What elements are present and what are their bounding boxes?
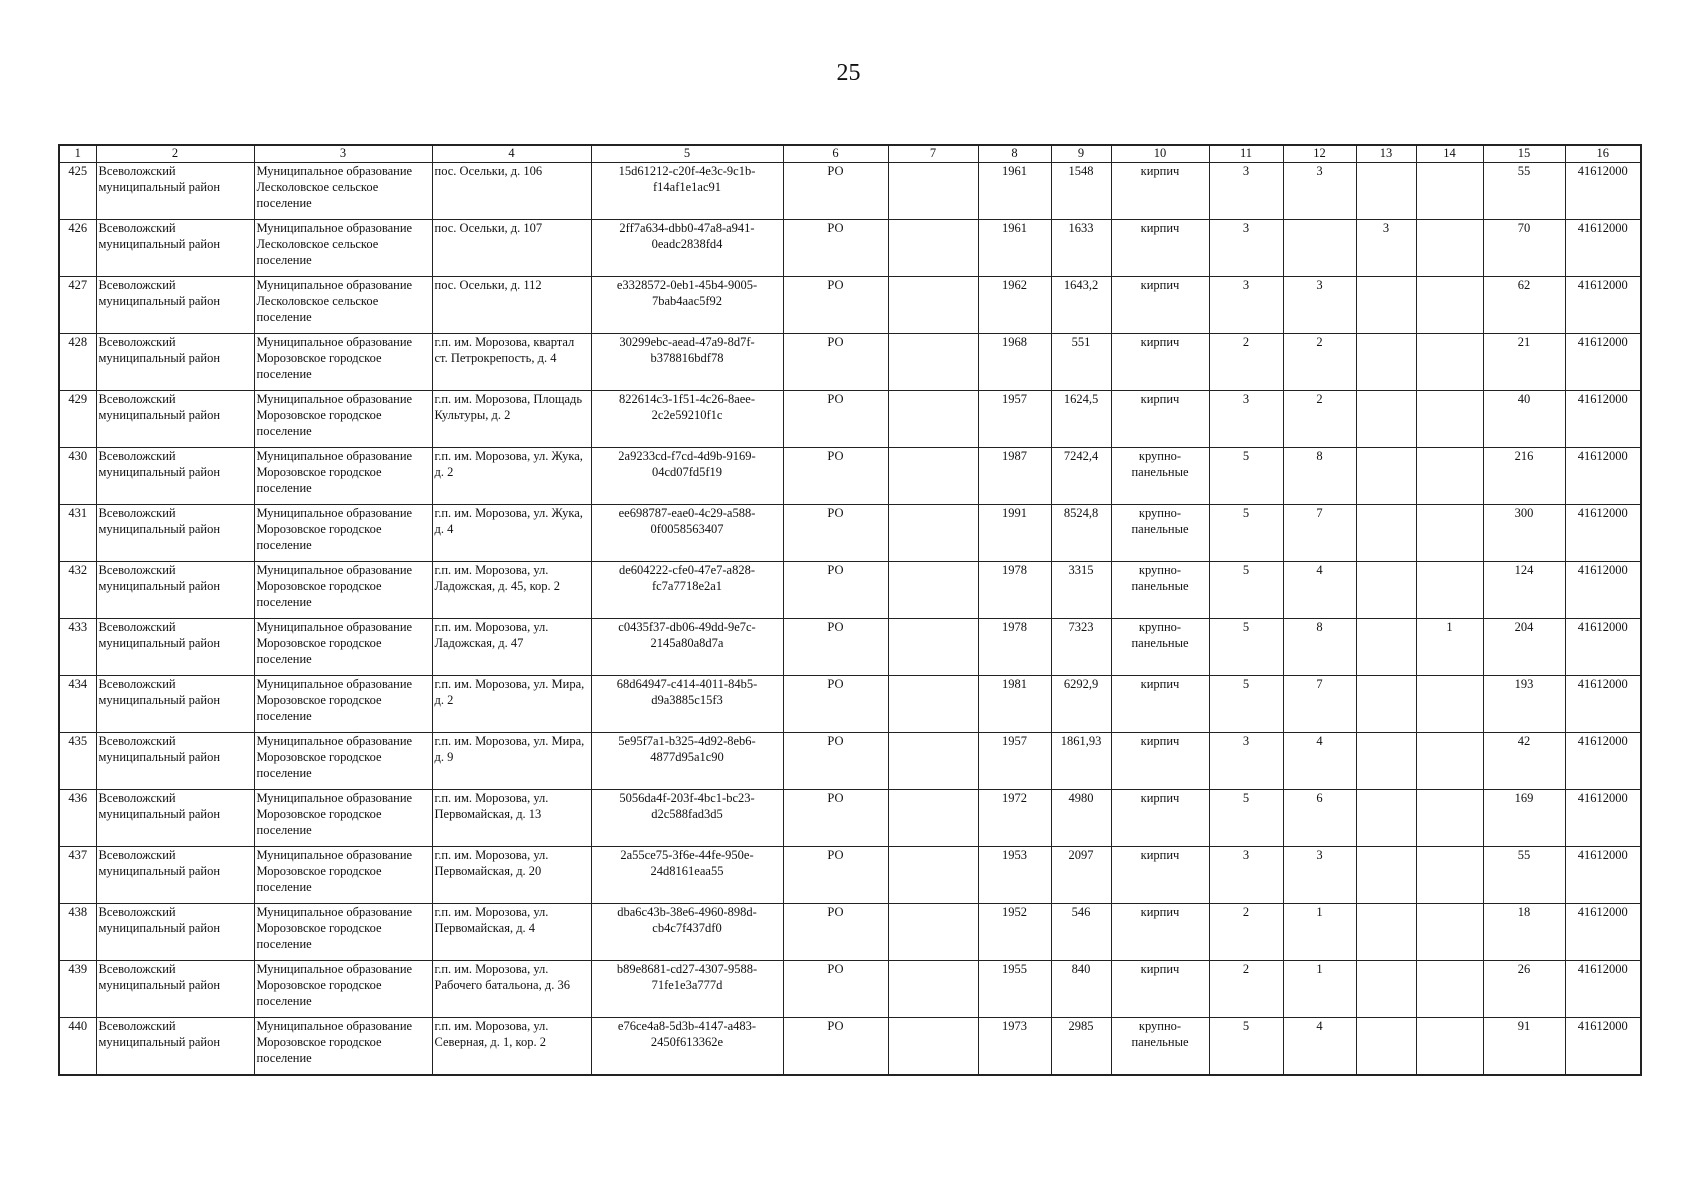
cell-col-11: 3 xyxy=(1209,220,1283,277)
cell-col-1: 431 xyxy=(59,505,96,562)
cell-col-6: РО xyxy=(783,847,888,904)
cell-col-6: РО xyxy=(783,619,888,676)
cell-col-11: 5 xyxy=(1209,1018,1283,1076)
cell-col-16: 41612000 xyxy=(1565,562,1641,619)
cell-col-9: 1624,5 xyxy=(1051,391,1111,448)
cell-col-3: Муниципальное образование Морозовское городское поселение xyxy=(254,391,432,448)
cell-col-9: 1548 xyxy=(1051,163,1111,220)
cell-col-7 xyxy=(888,277,978,334)
cell-col-11: 3 xyxy=(1209,163,1283,220)
cell-col-13 xyxy=(1356,277,1416,334)
page-number: 25 xyxy=(836,60,861,86)
cell-col-6: РО xyxy=(783,163,888,220)
cell-col-14 xyxy=(1416,733,1483,790)
cell-col-5: 2a9233cd-f7cd-4d9b-9169-04cd07fd5f19 xyxy=(591,448,783,505)
cell-col-5: ee698787-eae0-4c29-a588-0f0058563407 xyxy=(591,505,783,562)
cell-col-2: Всеволожский муниципальный район xyxy=(96,220,254,277)
cell-col-2: Всеволожский муниципальный район xyxy=(96,1018,254,1076)
cell-col-7 xyxy=(888,619,978,676)
cell-col-2: Всеволожский муниципальный район xyxy=(96,562,254,619)
cell-col-8: 1952 xyxy=(978,904,1051,961)
cell-col-12: 3 xyxy=(1283,277,1356,334)
column-header-11: 11 xyxy=(1209,145,1283,163)
cell-col-11: 3 xyxy=(1209,733,1283,790)
cell-col-2: Всеволожский муниципальный район xyxy=(96,790,254,847)
header-row xyxy=(59,145,1641,163)
cell-col-12: 8 xyxy=(1283,619,1356,676)
cell-col-9: 546 xyxy=(1051,904,1111,961)
cell-col-11: 3 xyxy=(1209,277,1283,334)
cell-col-10: кирпич xyxy=(1111,961,1209,1018)
table-row xyxy=(59,790,1641,847)
table-row xyxy=(59,505,1641,562)
cell-col-9: 1633 xyxy=(1051,220,1111,277)
cell-col-14 xyxy=(1416,676,1483,733)
cell-col-15: 193 xyxy=(1483,676,1565,733)
cell-col-13 xyxy=(1356,505,1416,562)
cell-col-8: 1957 xyxy=(978,391,1051,448)
cell-col-10: кирпич xyxy=(1111,847,1209,904)
cell-col-4: г.п. им. Морозова, ул. Ладожская, д. 45, кор. 2 xyxy=(432,562,591,619)
cell-col-3: Муниципальное образование Морозовское городское поселение xyxy=(254,904,432,961)
cell-col-8: 1961 xyxy=(978,220,1051,277)
cell-col-1: 439 xyxy=(59,961,96,1018)
cell-col-2: Всеволожский муниципальный район xyxy=(96,619,254,676)
cell-col-1: 432 xyxy=(59,562,96,619)
cell-col-5: 2ff7a634-dbb0-47a8-a941-0eadc2838fd4 xyxy=(591,220,783,277)
cell-col-3: Муниципальное образование Лесколовское сельское поселение xyxy=(254,163,432,220)
cell-col-10: кирпич xyxy=(1111,220,1209,277)
cell-col-9: 6292,9 xyxy=(1051,676,1111,733)
cell-col-10: кирпич xyxy=(1111,733,1209,790)
table-row xyxy=(59,619,1641,676)
cell-col-7 xyxy=(888,220,978,277)
cell-col-2: Всеволожский муниципальный район xyxy=(96,277,254,334)
cell-col-11: 3 xyxy=(1209,391,1283,448)
table-row xyxy=(59,391,1641,448)
column-header-9: 9 xyxy=(1051,145,1111,163)
cell-col-8: 1953 xyxy=(978,847,1051,904)
table-row xyxy=(59,448,1641,505)
cell-col-5: 30299ebc-aead-47a9-8d7f-b378816bdf78 xyxy=(591,334,783,391)
cell-col-9: 2985 xyxy=(1051,1018,1111,1076)
cell-col-10: кирпич xyxy=(1111,334,1209,391)
cell-col-11: 3 xyxy=(1209,847,1283,904)
cell-col-14 xyxy=(1416,505,1483,562)
cell-col-10: крупно-панельные xyxy=(1111,448,1209,505)
table-row xyxy=(59,961,1641,1018)
cell-col-14 xyxy=(1416,562,1483,619)
cell-col-1: 427 xyxy=(59,277,96,334)
cell-col-14 xyxy=(1416,448,1483,505)
cell-col-12: 2 xyxy=(1283,334,1356,391)
cell-col-6: РО xyxy=(783,277,888,334)
cell-col-10: кирпич xyxy=(1111,676,1209,733)
cell-col-2: Всеволожский муниципальный район xyxy=(96,847,254,904)
cell-col-5: 15d61212-c20f-4e3c-9c1b-f14af1e1ac91 xyxy=(591,163,783,220)
cell-col-15: 62 xyxy=(1483,277,1565,334)
cell-col-14 xyxy=(1416,163,1483,220)
cell-col-4: г.п. им. Морозова, квартал ст. Петрокрепость, д. 4 xyxy=(432,334,591,391)
cell-col-13 xyxy=(1356,961,1416,1018)
cell-col-14 xyxy=(1416,277,1483,334)
cell-col-15: 40 xyxy=(1483,391,1565,448)
cell-col-15: 91 xyxy=(1483,1018,1565,1076)
cell-col-4: г.п. им. Морозова, ул. Первомайская, д. 4 xyxy=(432,904,591,961)
cell-col-4: г.п. им. Морозова, ул. Первомайская, д. 13 xyxy=(432,790,591,847)
cell-col-5: e3328572-0eb1-45b4-9005-7bab4aac5f92 xyxy=(591,277,783,334)
cell-col-7 xyxy=(888,904,978,961)
cell-col-16: 41612000 xyxy=(1565,619,1641,676)
cell-col-8: 1987 xyxy=(978,448,1051,505)
cell-col-3: Муниципальное образование Морозовское городское поселение xyxy=(254,619,432,676)
cell-col-7 xyxy=(888,391,978,448)
cell-col-3: Муниципальное образование Морозовское городское поселение xyxy=(254,334,432,391)
cell-col-2: Всеволожский муниципальный район xyxy=(96,505,254,562)
cell-col-4: г.п. им. Морозова, ул. Рабочего батальона, д. 36 xyxy=(432,961,591,1018)
cell-col-4: г.п. им. Морозова, ул. Северная, д. 1, кор. 2 xyxy=(432,1018,591,1076)
cell-col-15: 55 xyxy=(1483,847,1565,904)
cell-col-12: 3 xyxy=(1283,847,1356,904)
cell-col-11: 5 xyxy=(1209,619,1283,676)
cell-col-10: крупно-панельные xyxy=(1111,505,1209,562)
cell-col-7 xyxy=(888,334,978,391)
column-header-14: 14 xyxy=(1416,145,1483,163)
cell-col-8: 1991 xyxy=(978,505,1051,562)
cell-col-11: 5 xyxy=(1209,790,1283,847)
cell-col-16: 41612000 xyxy=(1565,733,1641,790)
cell-col-9: 2097 xyxy=(1051,847,1111,904)
cell-col-12: 7 xyxy=(1283,505,1356,562)
cell-col-7 xyxy=(888,733,978,790)
cell-col-7 xyxy=(888,562,978,619)
cell-col-14 xyxy=(1416,391,1483,448)
table-row xyxy=(59,904,1641,961)
cell-col-15: 300 xyxy=(1483,505,1565,562)
cell-col-5: 822614c3-1f51-4c26-8aee-2c2e59210f1c xyxy=(591,391,783,448)
cell-col-2: Всеволожский муниципальный район xyxy=(96,163,254,220)
cell-col-15: 204 xyxy=(1483,619,1565,676)
cell-col-8: 1973 xyxy=(978,1018,1051,1076)
cell-col-16: 41612000 xyxy=(1565,391,1641,448)
cell-col-4: г.п. им. Морозова, ул. Ладожская, д. 47 xyxy=(432,619,591,676)
cell-col-6: РО xyxy=(783,733,888,790)
cell-col-1: 425 xyxy=(59,163,96,220)
table-body xyxy=(59,163,1641,1076)
cell-col-8: 1968 xyxy=(978,334,1051,391)
cell-col-4: пос. Осельки, д. 112 xyxy=(432,277,591,334)
cell-col-2: Всеволожский муниципальный район xyxy=(96,334,254,391)
cell-col-14 xyxy=(1416,220,1483,277)
cell-col-3: Муниципальное образование Лесколовское сельское поселение xyxy=(254,277,432,334)
cell-col-6: РО xyxy=(783,220,888,277)
cell-col-15: 169 xyxy=(1483,790,1565,847)
cell-col-4: пос. Осельки, д. 106 xyxy=(432,163,591,220)
cell-col-12: 8 xyxy=(1283,448,1356,505)
cell-col-9: 7323 xyxy=(1051,619,1111,676)
cell-col-16: 41612000 xyxy=(1565,448,1641,505)
cell-col-16: 41612000 xyxy=(1565,847,1641,904)
table-row xyxy=(59,562,1641,619)
table-header xyxy=(59,145,1641,163)
cell-col-13 xyxy=(1356,391,1416,448)
cell-col-16: 41612000 xyxy=(1565,1018,1641,1076)
cell-col-10: кирпич xyxy=(1111,790,1209,847)
cell-col-12: 1 xyxy=(1283,961,1356,1018)
cell-col-13 xyxy=(1356,163,1416,220)
table-row xyxy=(59,334,1641,391)
cell-col-9: 1643,2 xyxy=(1051,277,1111,334)
cell-col-10: кирпич xyxy=(1111,163,1209,220)
cell-col-15: 70 xyxy=(1483,220,1565,277)
cell-col-6: РО xyxy=(783,676,888,733)
table-row xyxy=(59,676,1641,733)
cell-col-13: 3 xyxy=(1356,220,1416,277)
cell-col-12: 4 xyxy=(1283,733,1356,790)
column-header-8: 8 xyxy=(978,145,1051,163)
cell-col-9: 840 xyxy=(1051,961,1111,1018)
cell-col-13 xyxy=(1356,562,1416,619)
cell-col-11: 2 xyxy=(1209,961,1283,1018)
table-row xyxy=(59,847,1641,904)
cell-col-6: РО xyxy=(783,334,888,391)
cell-col-13 xyxy=(1356,334,1416,391)
column-header-6: 6 xyxy=(783,145,888,163)
cell-col-11: 5 xyxy=(1209,676,1283,733)
cell-col-15: 18 xyxy=(1483,904,1565,961)
cell-col-13 xyxy=(1356,619,1416,676)
cell-col-7 xyxy=(888,163,978,220)
column-header-16: 16 xyxy=(1565,145,1641,163)
cell-col-9: 1861,93 xyxy=(1051,733,1111,790)
cell-col-7 xyxy=(888,790,978,847)
cell-col-5: e76ce4a8-5d3b-4147-a483-2450f613362e xyxy=(591,1018,783,1076)
cell-col-5: 5e95f7a1-b325-4d92-8eb6-4877d95a1c90 xyxy=(591,733,783,790)
cell-col-12: 3 xyxy=(1283,163,1356,220)
cell-col-1: 436 xyxy=(59,790,96,847)
cell-col-15: 42 xyxy=(1483,733,1565,790)
cell-col-1: 430 xyxy=(59,448,96,505)
cell-col-6: РО xyxy=(783,1018,888,1076)
cell-col-16: 41612000 xyxy=(1565,790,1641,847)
cell-col-2: Всеволожский муниципальный район xyxy=(96,733,254,790)
cell-col-1: 426 xyxy=(59,220,96,277)
cell-col-3: Муниципальное образование Морозовское городское поселение xyxy=(254,562,432,619)
cell-col-4: г.п. им. Морозова, ул. Жука, д. 4 xyxy=(432,505,591,562)
cell-col-16: 41612000 xyxy=(1565,961,1641,1018)
cell-col-8: 1978 xyxy=(978,562,1051,619)
cell-col-10: крупно-панельные xyxy=(1111,619,1209,676)
cell-col-1: 437 xyxy=(59,847,96,904)
cell-col-16: 41612000 xyxy=(1565,904,1641,961)
cell-col-10: кирпич xyxy=(1111,391,1209,448)
cell-col-4: пос. Осельки, д. 107 xyxy=(432,220,591,277)
cell-col-3: Муниципальное образование Морозовское городское поселение xyxy=(254,1018,432,1076)
cell-col-3: Муниципальное образование Морозовское городское поселение xyxy=(254,505,432,562)
column-header-15: 15 xyxy=(1483,145,1565,163)
cell-col-14 xyxy=(1416,847,1483,904)
cell-col-4: г.п. им. Морозова, ул. Мира, д. 2 xyxy=(432,676,591,733)
cell-col-12 xyxy=(1283,220,1356,277)
table-row xyxy=(59,1018,1641,1076)
cell-col-12: 4 xyxy=(1283,562,1356,619)
column-header-4: 4 xyxy=(432,145,591,163)
cell-col-1: 433 xyxy=(59,619,96,676)
cell-col-16: 41612000 xyxy=(1565,163,1641,220)
table-row xyxy=(59,163,1641,220)
column-header-2: 2 xyxy=(96,145,254,163)
cell-col-4: г.п. им. Морозова, Площадь Культуры, д. 2 xyxy=(432,391,591,448)
cell-col-7 xyxy=(888,961,978,1018)
cell-col-3: Муниципальное образование Морозовское городское поселение xyxy=(254,961,432,1018)
cell-col-12: 4 xyxy=(1283,1018,1356,1076)
cell-col-2: Всеволожский муниципальный район xyxy=(96,961,254,1018)
cell-col-16: 41612000 xyxy=(1565,676,1641,733)
cell-col-14 xyxy=(1416,790,1483,847)
cell-col-3: Муниципальное образование Морозовское городское поселение xyxy=(254,847,432,904)
cell-col-14 xyxy=(1416,1018,1483,1076)
cell-col-13 xyxy=(1356,847,1416,904)
cell-col-2: Всеволожский муниципальный район xyxy=(96,391,254,448)
column-header-10: 10 xyxy=(1111,145,1209,163)
cell-col-6: РО xyxy=(783,961,888,1018)
cell-col-2: Всеволожский муниципальный район xyxy=(96,676,254,733)
cell-col-3: Муниципальное образование Лесколовское сельское поселение xyxy=(254,220,432,277)
cell-col-13 xyxy=(1356,790,1416,847)
cell-col-16: 41612000 xyxy=(1565,334,1641,391)
cell-col-3: Муниципальное образование Морозовское городское поселение xyxy=(254,448,432,505)
cell-col-15: 55 xyxy=(1483,163,1565,220)
cell-col-14 xyxy=(1416,961,1483,1018)
cell-col-8: 1978 xyxy=(978,619,1051,676)
cell-col-12: 1 xyxy=(1283,904,1356,961)
cell-col-12: 6 xyxy=(1283,790,1356,847)
cell-col-14: 1 xyxy=(1416,619,1483,676)
cell-col-1: 434 xyxy=(59,676,96,733)
cell-col-9: 7242,4 xyxy=(1051,448,1111,505)
table-row xyxy=(59,220,1641,277)
cell-col-15: 26 xyxy=(1483,961,1565,1018)
cell-col-1: 438 xyxy=(59,904,96,961)
cell-col-2: Всеволожский муниципальный район xyxy=(96,448,254,505)
cell-col-3: Муниципальное образование Морозовское городское поселение xyxy=(254,676,432,733)
cell-col-10: кирпич xyxy=(1111,277,1209,334)
cell-col-13 xyxy=(1356,676,1416,733)
cell-col-7 xyxy=(888,1018,978,1076)
cell-col-16: 41612000 xyxy=(1565,220,1641,277)
cell-col-7 xyxy=(888,676,978,733)
cell-col-7 xyxy=(888,847,978,904)
cell-col-13 xyxy=(1356,733,1416,790)
cell-col-15: 21 xyxy=(1483,334,1565,391)
cell-col-15: 124 xyxy=(1483,562,1565,619)
table-row xyxy=(59,733,1641,790)
cell-col-5: 5056da4f-203f-4bc1-bc23-d2c588fad3d5 xyxy=(591,790,783,847)
cell-col-5: 68d64947-c414-4011-84b5-d9a3885c15f3 xyxy=(591,676,783,733)
cell-col-6: РО xyxy=(783,448,888,505)
cell-col-5: 2a55ce75-3f6e-44fe-950e-24d8161eaa55 xyxy=(591,847,783,904)
column-header-7: 7 xyxy=(888,145,978,163)
cell-col-5: de604222-cfe0-47e7-a828-fc7a7718e2a1 xyxy=(591,562,783,619)
cell-col-6: РО xyxy=(783,562,888,619)
cell-col-4: г.п. им. Морозова, ул. Жука, д. 2 xyxy=(432,448,591,505)
cell-col-7 xyxy=(888,448,978,505)
cell-col-8: 1962 xyxy=(978,277,1051,334)
cell-col-8: 1961 xyxy=(978,163,1051,220)
cell-col-12: 2 xyxy=(1283,391,1356,448)
cell-col-16: 41612000 xyxy=(1565,277,1641,334)
column-header-13: 13 xyxy=(1356,145,1416,163)
cell-col-9: 8524,8 xyxy=(1051,505,1111,562)
column-header-5: 5 xyxy=(591,145,783,163)
cell-col-1: 435 xyxy=(59,733,96,790)
cell-col-13 xyxy=(1356,1018,1416,1076)
cell-col-15: 216 xyxy=(1483,448,1565,505)
cell-col-4: г.п. им. Морозова, ул. Первомайская, д. 20 xyxy=(432,847,591,904)
cell-col-3: Муниципальное образование Морозовское городское поселение xyxy=(254,733,432,790)
cell-col-8: 1972 xyxy=(978,790,1051,847)
cell-col-5: b89e8681-cd27-4307-9588-71fe1e3a777d xyxy=(591,961,783,1018)
cell-col-11: 5 xyxy=(1209,562,1283,619)
cell-col-1: 440 xyxy=(59,1018,96,1076)
cell-col-11: 5 xyxy=(1209,505,1283,562)
table-row xyxy=(59,277,1641,334)
cell-col-9: 4980 xyxy=(1051,790,1111,847)
housing-registry-table xyxy=(58,144,1642,1076)
cell-col-5: c0435f37-db06-49dd-9e7c-2145a80a8d7a xyxy=(591,619,783,676)
cell-col-13 xyxy=(1356,448,1416,505)
column-header-12: 12 xyxy=(1283,145,1356,163)
cell-col-1: 428 xyxy=(59,334,96,391)
cell-col-9: 3315 xyxy=(1051,562,1111,619)
cell-col-1: 429 xyxy=(59,391,96,448)
cell-col-14 xyxy=(1416,334,1483,391)
cell-col-5: dba6c43b-38e6-4960-898d-cb4c7f437df0 xyxy=(591,904,783,961)
cell-col-11: 2 xyxy=(1209,904,1283,961)
column-header-1: 1 xyxy=(59,145,96,163)
cell-col-9: 551 xyxy=(1051,334,1111,391)
cell-col-10: кирпич xyxy=(1111,904,1209,961)
cell-col-14 xyxy=(1416,904,1483,961)
cell-col-6: РО xyxy=(783,505,888,562)
cell-col-8: 1981 xyxy=(978,676,1051,733)
cell-col-2: Всеволожский муниципальный район xyxy=(96,904,254,961)
cell-col-6: РО xyxy=(783,391,888,448)
cell-col-8: 1957 xyxy=(978,733,1051,790)
cell-col-11: 5 xyxy=(1209,448,1283,505)
cell-col-13 xyxy=(1356,904,1416,961)
cell-col-10: крупно-панельные xyxy=(1111,562,1209,619)
column-header-3: 3 xyxy=(254,145,432,163)
cell-col-4: г.п. им. Морозова, ул. Мира, д. 9 xyxy=(432,733,591,790)
cell-col-12: 7 xyxy=(1283,676,1356,733)
cell-col-16: 41612000 xyxy=(1565,505,1641,562)
cell-col-8: 1955 xyxy=(978,961,1051,1018)
cell-col-6: РО xyxy=(783,904,888,961)
cell-col-6: РО xyxy=(783,790,888,847)
cell-col-10: крупно-панельные xyxy=(1111,1018,1209,1076)
cell-col-7 xyxy=(888,505,978,562)
cell-col-3: Муниципальное образование Морозовское городское поселение xyxy=(254,790,432,847)
cell-col-11: 2 xyxy=(1209,334,1283,391)
